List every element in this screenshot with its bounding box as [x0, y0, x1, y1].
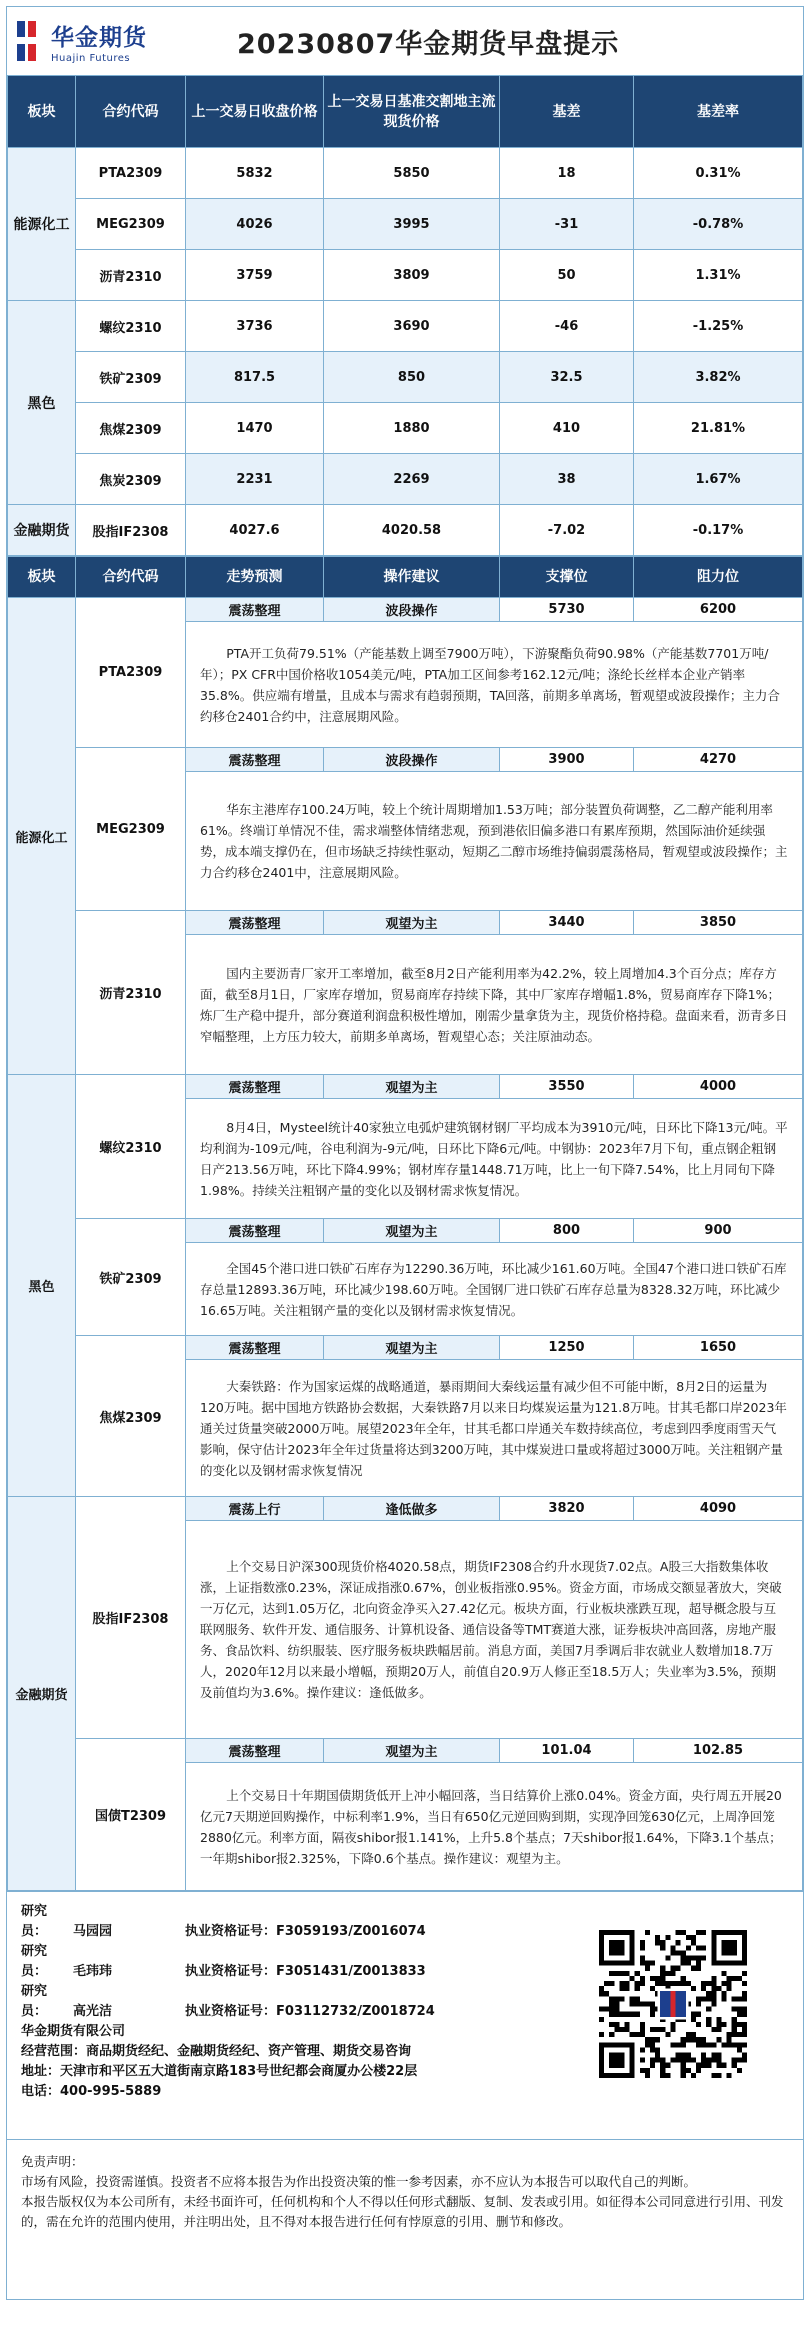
operation-advice: 波段操作: [324, 598, 500, 622]
company-logo: [17, 19, 147, 64]
trend-forecast: 震荡整理: [186, 748, 324, 772]
operation-advice: 观望为主: [324, 1336, 500, 1360]
trend-forecast: 震荡整理: [186, 1739, 324, 1763]
header-rate: 基差率: [634, 76, 803, 148]
close-price: 4026: [186, 199, 324, 250]
sector-cell: 能源化工: [8, 148, 76, 301]
license-number: F3051431/Z0013833: [276, 1964, 426, 1979]
analysis-values-row: [8, 748, 803, 772]
header-trend: 走势预测: [186, 557, 324, 598]
basis-value: 18: [500, 148, 634, 199]
price-table-header: [8, 76, 803, 148]
table-row: [8, 199, 803, 250]
disclaimer-text: 市场有风险，投资需谨慎。投资者不应将本报告为作出投资决策的惟一参考因素，亦不应认为本报告可以取代自己的判断。: [21, 2174, 697, 2189]
sector-cell: 金融期货: [8, 1497, 76, 1891]
resistance-level: 102.85: [634, 1739, 803, 1763]
trend-forecast: 震荡上行: [186, 1497, 324, 1521]
support-level: 101.04: [500, 1739, 634, 1763]
close-price: 3759: [186, 250, 324, 301]
report-header: [7, 7, 803, 75]
close-price: 3736: [186, 301, 324, 352]
basis-value: 410: [500, 403, 634, 454]
contract-code: 焦煤2309: [76, 1336, 186, 1497]
spot-price: 3690: [324, 301, 500, 352]
close-price: 1470: [186, 403, 324, 454]
basis-value: 32.5: [500, 352, 634, 403]
sector-cell: 黑色: [8, 301, 76, 505]
header-resist: 阻力位: [634, 557, 803, 598]
spot-price: 3995: [324, 199, 500, 250]
resistance-level: 900: [634, 1219, 803, 1243]
close-price: 5832: [186, 148, 324, 199]
license-number: F03112732/Z0018724: [276, 2004, 435, 2019]
contract-code: 螺纹2310: [76, 301, 186, 352]
spot-price: 850: [324, 352, 500, 403]
basis-rate: 0.31%: [634, 148, 803, 199]
analysis-table: [7, 556, 803, 1891]
contract-code: 焦炭2309: [76, 454, 186, 505]
contract-code: 股指IF2308: [76, 1497, 186, 1739]
basis-value: 38: [500, 454, 634, 505]
contract-code: 铁矿2309: [76, 1219, 186, 1336]
basis-value: 50: [500, 250, 634, 301]
table-row: [8, 250, 803, 301]
analysis-comment: 上个交易日十年期国债期货低开上冲小幅回落，当日结算价上涨0.04%。资金方面，央行周五开展20亿元7天期逆回购操作，中标利率1.9%，当日有650亿元逆回购到期，实现净回笼630亿元，上周净回笼2880亿元。利率方面，隔夜shibor报1.141%，上升5.8个基点；7天shibor报1.64%，下降3.1个基点；一年期shibor报2.325%，下降0.6个基点。操作建议：观望为主。: [186, 1763, 803, 1891]
researcher-name: 马园园: [73, 1924, 113, 1939]
logo-cn-text: 华金期货: [51, 25, 147, 51]
basis-rate: 1.31%: [634, 250, 803, 301]
contract-code: PTA2309: [76, 148, 186, 199]
company-phone: 电话：400-995-5889: [21, 2084, 162, 2099]
header-advice: 操作建议: [324, 557, 500, 598]
logo-mark-icon: [17, 21, 43, 63]
analysis-comment: 华东主港库存100.24万吨，较上个统计周期增加1.53万吨；部分装置负荷调整，乙二醇产能利用率61%。终端订单情况不佳，需求端整体情绪悲观，预到港依旧偏多港口有累库预期，然国际油价延续强势，成本端支撑仍在，但市场缺乏持续性驱动，短期乙二醇市场维持偏弱震荡格局，暂观望或波段操作；主力合约移仓2401中，注意展期风险。: [186, 772, 803, 911]
report-footer: [7, 1891, 803, 2139]
researcher-name: 毛玮玮: [73, 1964, 113, 1979]
contract-code: 沥青2310: [76, 911, 186, 1075]
resistance-level: 4090: [634, 1497, 803, 1521]
close-price: 2231: [186, 454, 324, 505]
spot-price: 4020.58: [324, 505, 500, 556]
analysis-comment: 全国45个港口进口铁矿石库存为12290.36万吨，环比减少161.60万吨。全国47个港口进口铁矿石库存总量12893.36万吨，环比减少198.60万吨。全国钢厂进口铁矿石库存总量为8328.32万吨，环比减少16.65万吨。关注粗钢产量的变化以及钢材需求恢复情况。: [186, 1243, 803, 1336]
support-level: 800: [500, 1219, 634, 1243]
header-basis: 基差: [500, 76, 634, 148]
license-label: 执业资格证号：: [185, 1924, 277, 1939]
price-table: [7, 75, 803, 556]
basis-value: -7.02: [500, 505, 634, 556]
spot-price: 2269: [324, 454, 500, 505]
header-sector: 板块: [8, 76, 76, 148]
researcher-name: 高光洁: [73, 2004, 113, 2019]
support-level: 1250: [500, 1336, 634, 1360]
contract-code: MEG2309: [76, 199, 186, 250]
operation-advice: 逢低做多: [324, 1497, 500, 1521]
table-row: [8, 454, 803, 505]
analysis-comment: 上个交易日沪深300现货价格4020.58点，期货IF2308合约升水现货7.02点。A股三大指数集体收涨，上证指数涨0.23%，深证成指涨0.67%，创业板指涨0.95%。资金方面，市场成交额显著放大，突破一万亿元，达到1.05万亿，北向资金净买入27.42亿元。板块方面，行业板块涨跌互现，超导概念股与互联网服务、软件开发、通信服务、计算机设备、通信设备等TMT赛道大涨，证券板块冲高回落，房地产服务、食品饮料、纺织服装、医疗服务板块跌幅居前。消息方面，美国7月季调后非农就业人数增加18.7万人，2020年12月以来最小增幅，预期20万人，前值自20.9万人修正至18.5万人；失业率为3.5%，预期及前值均为3.6%。操作建议：逢低做多。: [186, 1521, 803, 1739]
analysis-values-row: [8, 1739, 803, 1763]
basis-value: -31: [500, 199, 634, 250]
disclaimer: [7, 2139, 803, 2299]
contract-code: 股指IF2308: [76, 505, 186, 556]
analysis-comment: 国内主要沥青厂家开工率增加，截至8月2日产能利用率为42.2%，较上周增加4.3个百分点；库存方面，截至8月1日，厂家库存增加，贸易商库存持续下降，其中厂家库存增幅1.8%，贸易商库存下降1%；炼厂生产稳中提升，部分赛道利润盘积极性增加，刚需少量拿货为主，现货价格持稳。盘面来看，沥青多日窄幅整理，上方压力较大，前期多单离场，暂观望心态；关注原油动态。: [186, 935, 803, 1075]
report-container: [6, 6, 804, 2300]
resistance-level: 6200: [634, 598, 803, 622]
operation-advice: 观望为主: [324, 911, 500, 935]
basis-rate: 3.82%: [634, 352, 803, 403]
close-price: 817.5: [186, 352, 324, 403]
support-level: 3440: [500, 911, 634, 935]
sector-cell: 金融期货: [8, 505, 76, 556]
header-sector: 板块: [8, 557, 76, 598]
researcher-role: 研究员：: [21, 1904, 48, 1939]
operation-advice: 观望为主: [324, 1739, 500, 1763]
page-title: 20230807华金期货早盘提示: [237, 29, 620, 60]
resistance-level: 3850: [634, 911, 803, 935]
table-row: [8, 505, 803, 556]
operation-advice: 观望为主: [324, 1075, 500, 1099]
trend-forecast: 震荡整理: [186, 911, 324, 935]
basis-rate: -1.25%: [634, 301, 803, 352]
analysis-values-row: [8, 1497, 803, 1521]
license-label: 执业资格证号：: [185, 2004, 277, 2019]
basis-rate: 1.67%: [634, 454, 803, 505]
header-support: 支撑位: [500, 557, 634, 598]
researcher-role: 研究员：: [21, 1984, 48, 2019]
resistance-level: 4000: [634, 1075, 803, 1099]
basis-rate: -0.78%: [634, 199, 803, 250]
contract-code: 螺纹2310: [76, 1075, 186, 1219]
table-row: [8, 352, 803, 403]
trend-forecast: 震荡整理: [186, 598, 324, 622]
analysis-table-header: [8, 557, 803, 598]
spot-price: 3809: [324, 250, 500, 301]
support-level: 3550: [500, 1075, 634, 1099]
spot-price: 5850: [324, 148, 500, 199]
sector-cell: 黑色: [8, 1075, 76, 1497]
business-scope: 经营范围：商品期货经纪、金融期货经纪、资产管理、期货交易咨询: [21, 2044, 412, 2059]
header-code: 合约代码: [76, 76, 186, 148]
analysis-values-row: [8, 1075, 803, 1099]
analysis-values-row: [8, 598, 803, 622]
license-label: 执业资格证号：: [185, 1964, 277, 1979]
table-row: [8, 301, 803, 352]
operation-advice: 波段操作: [324, 748, 500, 772]
trend-forecast: 震荡整理: [186, 1075, 324, 1099]
trend-forecast: 震荡整理: [186, 1219, 324, 1243]
spot-price: 1880: [324, 403, 500, 454]
contract-code: PTA2309: [76, 598, 186, 748]
license-number: F3059193/Z0016074: [276, 1924, 426, 1939]
table-row: [8, 403, 803, 454]
header-code: 合约代码: [76, 557, 186, 598]
resistance-level: 4270: [634, 748, 803, 772]
support-level: 5730: [500, 598, 634, 622]
analysis-values-row: [8, 911, 803, 935]
disclaimer-title: 免责声明：: [21, 2154, 84, 2169]
header-close: 上一交易日收盘价格: [186, 76, 324, 148]
analysis-values-row: [8, 1336, 803, 1360]
analysis-comment: 大秦铁路：作为国家运煤的战略通道，暴雨期间大秦线运量有减少但不可能中断，8月2日的运量为120万吨。据中国地方铁路协会数据，大秦铁路7月以来日均煤炭运量为121.8万吨。甘其毛都口岸2023年通关过货量突破2000万吨。展望2023年全年，甘其毛都口岸通关车数持续高位，考虑到四季度雨雪天气影响，保守估计2023年全年过货量将达到3200万吨，其中煤炭进口量或将超过3000万吨。关注粗钢产量的变化以及钢材需求恢复情况: [186, 1360, 803, 1497]
company-name: 华金期货有限公司: [21, 2024, 126, 2039]
disclaimer-text: 本报告版权仅为本公司所有，未经书面许可，任何机构和个人不得以任何形式翻版、复制、发表或引用。如征得本公司同意进行引用、刊发的，需在允许的范围内使用，并注明出处，且不得对本报告进行任何有悖原意的引用、删节和修改。: [21, 2194, 784, 2229]
contract-code: 焦煤2309: [76, 403, 186, 454]
company-address: 地址：天津市和平区五大道街南京路183号世纪都会商厦办公楼22层: [21, 2064, 418, 2079]
logo-en-text: Huajin Futures: [51, 53, 131, 64]
analysis-comment: 8月4日，Mysteel统计40家独立电弧炉建筑钢材钢厂平均成本为3910元/吨，日环比下降13元/吨。平均利润为-109元/吨，谷电利润为-9元/吨，日环比下降6元/吨。中钢协：2023年7月下旬，重点钢企粗钢日产213.56万吨，环比下降4.99%；钢材库存量1448.71万吨，比上一旬下降7.54%，比上月同旬下降1.98%。持续关注粗钢产量的变化以及钢材需求恢复情况。: [186, 1099, 803, 1219]
contract-code: 铁矿2309: [76, 352, 186, 403]
support-level: 3820: [500, 1497, 634, 1521]
header-spot: 上一交易日基准交割地主流现货价格: [324, 76, 500, 148]
qr-code-icon: [599, 1930, 747, 2078]
basis-rate: 21.81%: [634, 403, 803, 454]
close-price: 4027.6: [186, 505, 324, 556]
basis-rate: -0.17%: [634, 505, 803, 556]
resistance-level: 1650: [634, 1336, 803, 1360]
operation-advice: 观望为主: [324, 1219, 500, 1243]
researcher-role: 研究员：: [21, 1944, 48, 1979]
sector-cell: 能源化工: [8, 598, 76, 1075]
support-level: 3900: [500, 748, 634, 772]
table-row: [8, 148, 803, 199]
basis-value: -46: [500, 301, 634, 352]
analysis-comment: PTA开工负荷79.51%（产能基数上调至7900万吨），下游聚酯负荷90.98%（产能基数7701万吨/年）；PX CFR中国价格收1054美元/吨，PTA加工区间参考162.12元/吨；涤纶长丝样本企业产销率35.8%。供应端有增量，且成本与需求有趋弱预期，TA回落，前期多单离场，暂观望或波段操作；主力合约移仓2401合约中，注意展期风险。: [186, 622, 803, 748]
analysis-values-row: [8, 1219, 803, 1243]
trend-forecast: 震荡整理: [186, 1336, 324, 1360]
contract-code: 国债T2309: [76, 1739, 186, 1891]
contract-code: MEG2309: [76, 748, 186, 911]
contract-code: 沥青2310: [76, 250, 186, 301]
